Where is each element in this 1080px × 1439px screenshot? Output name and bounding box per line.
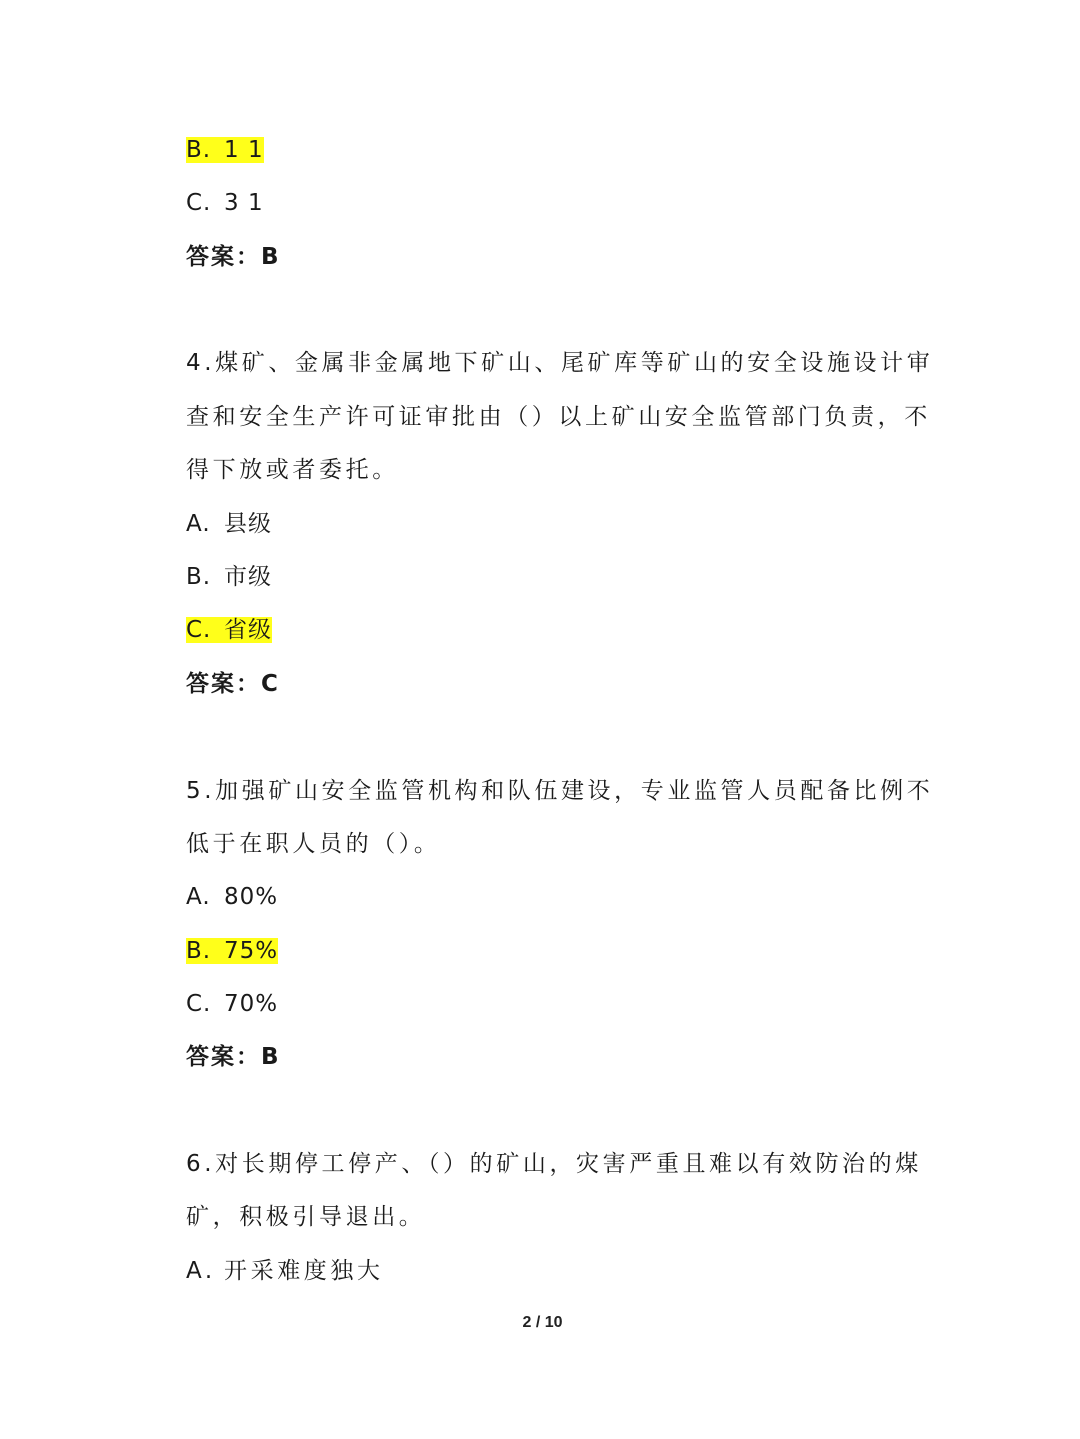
option-letter: B. <box>186 938 212 964</box>
q3-answer: 答案：B <box>186 244 281 270</box>
option-text: 市级 <box>224 564 272 590</box>
q3-option-b-highlight <box>186 137 264 163</box>
option-letter: A. <box>186 884 211 910</box>
option-letter: B. <box>186 137 212 163</box>
option-text: 1 1 <box>224 137 264 163</box>
q4-text-line-1: 4.煤矿、金属非金属地下矿山、尾矿库等矿山的安全设施设计审 <box>186 350 934 376</box>
option-text: 开采难度独大 <box>224 1258 384 1284</box>
option-text: 75% <box>224 938 279 964</box>
option-letter: A. <box>186 511 211 537</box>
q6-text-line-1: 6.对长期停工停产、（）的矿山，灾害严重且难以有效防治的煤 <box>186 1151 922 1177</box>
q3-option-b <box>186 134 264 166</box>
page-number: 2 / 10 <box>522 1314 563 1331</box>
option-letter: A. <box>186 1258 216 1284</box>
q4-option-c-highlight <box>186 617 272 643</box>
q4-text-line-3: 得下放或者委托。 <box>186 457 399 483</box>
option-text: 3 1 <box>224 190 264 216</box>
q5-option-a <box>186 881 278 913</box>
q5-option-c <box>186 988 278 1020</box>
q5-text-line-1: 5.加强矿山安全监管机构和队伍建设，专业监管人员配备比例不 <box>186 778 934 804</box>
q4-option-b <box>186 561 272 593</box>
q5-text-line-2: 低于在职人员的（）。 <box>186 831 441 857</box>
q4-text-line-2: 查和安全生产许可证审批由（）以上矿山安全监管部门负责，不 <box>186 404 931 430</box>
option-text: 省级 <box>224 617 272 643</box>
q3-option-c <box>186 187 264 219</box>
option-letter: B. <box>186 564 212 590</box>
option-letter: C. <box>186 991 212 1017</box>
option-letter: C. <box>186 190 212 216</box>
option-text: 70% <box>224 991 279 1017</box>
q4-answer: 答案：C <box>186 671 280 697</box>
option-letter: C. <box>186 617 212 643</box>
q4-option-c <box>186 614 272 646</box>
q5-option-b <box>186 935 278 967</box>
option-text: 县级 <box>224 511 272 537</box>
q6-text-line-2: 矿，积极引导退出。 <box>186 1204 426 1230</box>
option-text: 80% <box>224 884 279 910</box>
q5-option-b-highlight <box>186 938 278 964</box>
q5-answer: 答案：B <box>186 1044 281 1070</box>
q6-option-a <box>186 1255 384 1287</box>
q4-option-a <box>186 508 272 540</box>
